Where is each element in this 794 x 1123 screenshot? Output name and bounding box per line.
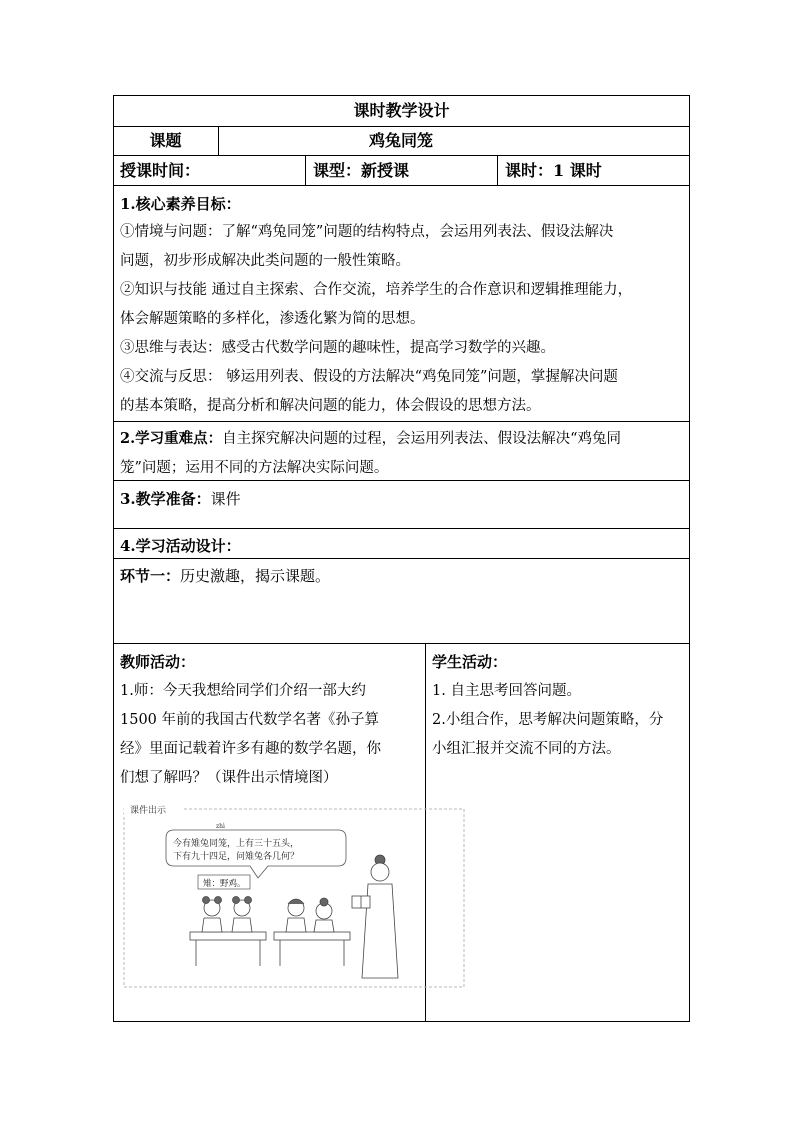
teacher-body xyxy=(120,677,420,793)
stage1-row xyxy=(120,566,330,586)
figure-tag: 课件出示 xyxy=(130,806,167,816)
bubble-line-1: 今有雉兔同笼，上有三十五头， xyxy=(173,839,300,849)
goal-line: ④交流与反思： 够运用列表、假设的方法解决“鸡兔同笼”问题，掌握解决问题 xyxy=(120,369,618,385)
teacher-line: 们想了解吗？（课件出示情境图） xyxy=(120,770,338,786)
pinyin-annotation: zhì xyxy=(216,823,225,830)
student-line: 1. 自主思考回答问题。 xyxy=(432,683,581,699)
goal-line: 体会解题策略的多样化，渗透化繁为简的思想。 xyxy=(120,311,425,327)
lesson-type-label: 课型： xyxy=(313,161,362,180)
keypoints-heading: 2.学习重难点： xyxy=(120,430,223,447)
prep-row xyxy=(120,489,241,509)
table-bottom-border xyxy=(113,1021,690,1022)
student-4 xyxy=(314,898,334,932)
table-top-border xyxy=(113,95,690,96)
row-line-7 xyxy=(113,558,690,559)
stage1-label: 环节一： xyxy=(120,567,181,585)
row-line-8 xyxy=(113,643,690,644)
table-left-border xyxy=(113,95,114,1021)
bubble-line-2: 下有九十四足，问雉兔各几何？ xyxy=(173,852,300,862)
goal-line: ②知识与技能 通过自主探索、合作交流，培养学生的合作意识和逻辑推理能力， xyxy=(120,282,633,298)
desks xyxy=(190,932,350,966)
keypoints-block xyxy=(120,424,686,483)
meta-divider-1 xyxy=(305,155,306,185)
lesson-hours-label: 课时： xyxy=(505,161,554,180)
goal-line: ③思维与表达：感受古代数学问题的趣味性，提高学习数学的兴趣。 xyxy=(120,340,555,356)
row-line-2 xyxy=(113,155,690,156)
row-line-3 xyxy=(113,185,690,186)
note-text: 雉：野鸡。 xyxy=(203,879,246,889)
teacher-figure xyxy=(352,855,398,978)
document-title: 课时教学设计 xyxy=(353,101,450,120)
lesson-hours xyxy=(505,161,602,181)
students xyxy=(202,897,334,933)
student-body xyxy=(432,677,687,764)
student-3 xyxy=(286,899,306,932)
row-line-1 xyxy=(113,126,690,127)
teacher-line: 1.师：今天我想给同学们介绍一部大约 xyxy=(120,683,366,699)
row-line-4 xyxy=(113,421,690,422)
teacher-heading: 教师活动： xyxy=(120,653,196,671)
lesson-type-value: 新授课 xyxy=(361,161,410,180)
keypoints-text-2: 笼”问题；运用不同的方法解决实际问题。 xyxy=(120,460,389,476)
lesson-type xyxy=(313,161,409,181)
goal-line: ①情境与问题：了解“鸡兔同笼”问题的结构特点，会运用列表法、假设法解决 xyxy=(120,224,614,240)
stage1-text: 历史激趣，揭示课题。 xyxy=(180,567,331,585)
table-right-border xyxy=(689,95,690,1021)
topic-label: 课题 xyxy=(149,131,182,150)
meta-divider-2 xyxy=(497,155,498,185)
row-line-6 xyxy=(113,528,690,529)
teacher-line: 经》里面记载着许多有趣的数学名题，你 xyxy=(120,741,381,757)
student-line: 2.小组合作，思考解决问题策略，分 xyxy=(432,712,664,728)
scene-illustration xyxy=(118,798,468,992)
activity-heading: 4.学习活动设计： xyxy=(120,537,241,555)
goals-heading: 1.核心素养目标： xyxy=(120,195,241,213)
student-2 xyxy=(232,897,252,933)
keypoints-line-1 xyxy=(120,424,686,454)
class-time-label: 授课时间： xyxy=(120,161,201,180)
prep-value: 课件 xyxy=(210,490,241,508)
student-heading: 学生活动： xyxy=(432,653,508,671)
student-line: 小组汇报并交流不同的方法。 xyxy=(432,741,621,757)
lesson-hours-value: 1 课时 xyxy=(553,161,602,180)
topic-value: 鸡兔同笼 xyxy=(368,131,433,150)
keypoints-text-1: 自主探究解决问题的过程，会运用列表法、假设法解决“鸡兔同 xyxy=(222,431,622,447)
student-1 xyxy=(202,897,222,933)
goals-body xyxy=(120,218,686,421)
prep-heading: 3.教学准备： xyxy=(120,490,211,508)
goal-line: 的基本策略，提高分析和解决问题的能力，体会假设的思想方法。 xyxy=(120,398,541,414)
goal-line: 问题，初步形成解决此类问题的一般性策略。 xyxy=(120,253,410,269)
teacher-line: 1500 年前的我国古代数学名著《孙子算 xyxy=(120,712,380,728)
